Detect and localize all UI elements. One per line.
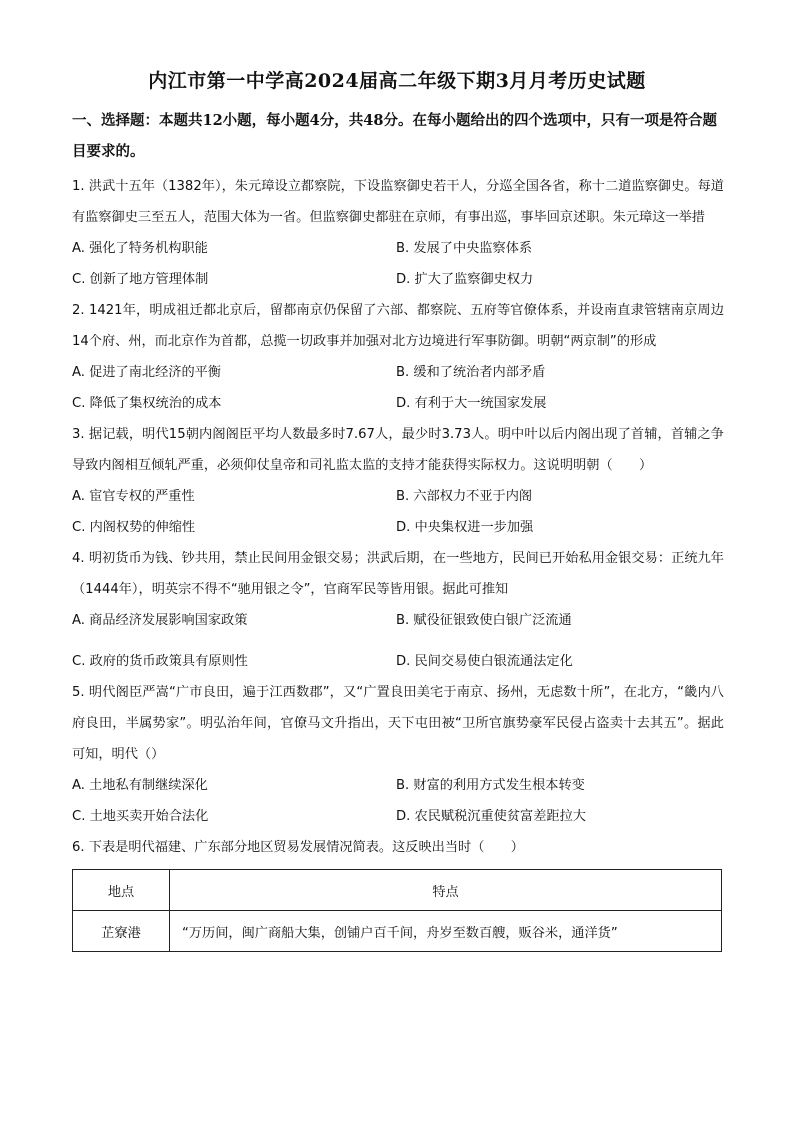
question-3-stem: 3. 据记载，明代15朝内阁阁臣平均人数最多时7.67人，最少时3.73人。明中叶以后内阁出现了首辅，首辅之争导致内阁相互倾轧严重，必须仰仗皇帝和司礼监太监的支持才能获得实际权力。这说明明朝（ ）	[72, 427, 724, 473]
question-1-options	[72, 233, 724, 295]
table-header-feature: 特点	[170, 870, 722, 911]
question-1-option-d: D. 扩大了监察御史权力	[396, 272, 534, 287]
question-4-option-a: A. 商品经济发展影响国家政策	[72, 613, 248, 628]
question-2-option-a: A. 促进了南北经济的平衡	[72, 365, 222, 380]
questions-container	[72, 171, 724, 952]
question-1-stem: 1. 洪武十五年（1382年），朱元璋设立都察院，下设监察御史若干人，分巡全国各省，称十二道监察御史。每道有监察御史三至五人，范围大体为一省。但监察御史都驻在京师，有事出巡，事毕回京述职。朱元璋这一举措	[72, 179, 724, 225]
table-cell-feature: “万历间，闽广商船大集，创铺户百千间，舟岁至数百艘，贩谷米，通洋货”	[170, 911, 722, 952]
exam-title: 内江市第一中学高2024届高二年级下期3月月考历史试题	[148, 70, 646, 92]
question-1-option-c: C. 创新了地方管理体制	[72, 272, 209, 287]
question-5-option-b: B. 财富的利用方式发生根本转变	[396, 778, 585, 793]
question-6-stem: 6. 下表是明代福建、广东部分地区贸易发展情况简表。这反映出当时（ ）	[72, 840, 524, 855]
question-3-option-b: B. 六部权力不亚于内阁	[396, 489, 533, 504]
question-1-option-b: B. 发展了中央监察体系	[396, 241, 533, 256]
question-5-option-a: A. 土地私有制继续深化	[72, 778, 208, 793]
question-2-option-b: B. 缓和了统治者内部矛盾	[396, 365, 546, 380]
question-3-option-d: D. 中央集权进一步加强	[396, 520, 534, 535]
table-header-row	[73, 870, 722, 911]
question-5-option-d: D. 农民赋税沉重使贫富差距拉大	[396, 809, 586, 824]
question-4-option-c: C. 政府的货币政策具有原则性	[72, 654, 248, 669]
question-4-stem: 4. 明初货币为钱、钞共用，禁止民间用金银交易；洪武后期，在一些地方，民间已开始私用金银交易：正统九年（1444年），明英宗不得不“驰用银之令”，官商军民等皆用银。据此可推知	[72, 551, 724, 597]
table-header-location: 地点	[73, 870, 170, 911]
question-5-options	[72, 770, 724, 832]
question-3-option-c: C. 内阁权势的伸缩性	[72, 520, 196, 535]
question-5-option-c: C. 土地买卖开始合法化	[72, 809, 209, 824]
section-header: 一、选择题：本题共12小题，每小题4分，共48分。在每小题给出的四个选项中，只有一项是符合题目要求的。	[72, 112, 717, 160]
question-1-option-a: A. 强化了特务机构职能	[72, 241, 208, 256]
question-4-options	[72, 605, 724, 677]
question-2-stem: 2. 1421年，明成祖迁都北京后，留都南京仍保留了六部、都察院、五府等官僚体系，并设南直隶管辖南京周边14个府、州，而北京作为首都，总揽一切政事并加强对北方边境进行军事防御。明朝“两京制”的形成	[72, 303, 724, 349]
question-4-option-d: D. 民间交易使白银流通法定化	[396, 654, 573, 669]
question-2-options	[72, 357, 724, 419]
question-5-stem: 5. 明代阁臣严嵩“广市良田，遍于江西数郡”，又“广置良田美宅于南京、扬州，无虑数十所”，在北方，“畿内八府良田，半属势家”。明弘治年间，官僚马文升指出，天下屯田被“卫所官旗势豪军民侵占盗卖十去其五”。据此可知，明代（）	[72, 685, 724, 762]
question-4-option-b: B. 赋役征银致使白银广泛流通	[396, 613, 572, 628]
question-3-options	[72, 481, 724, 543]
question-2-option-d: D. 有利于大一统国家发展	[396, 396, 547, 411]
question-3-option-a: A. 宦官专权的严重性	[72, 489, 195, 504]
trade-table	[72, 869, 722, 952]
table-cell-location: 芷寮港	[73, 911, 170, 952]
question-2-option-c: C. 降低了集权统治的成本	[72, 396, 222, 411]
table-row	[73, 911, 722, 952]
